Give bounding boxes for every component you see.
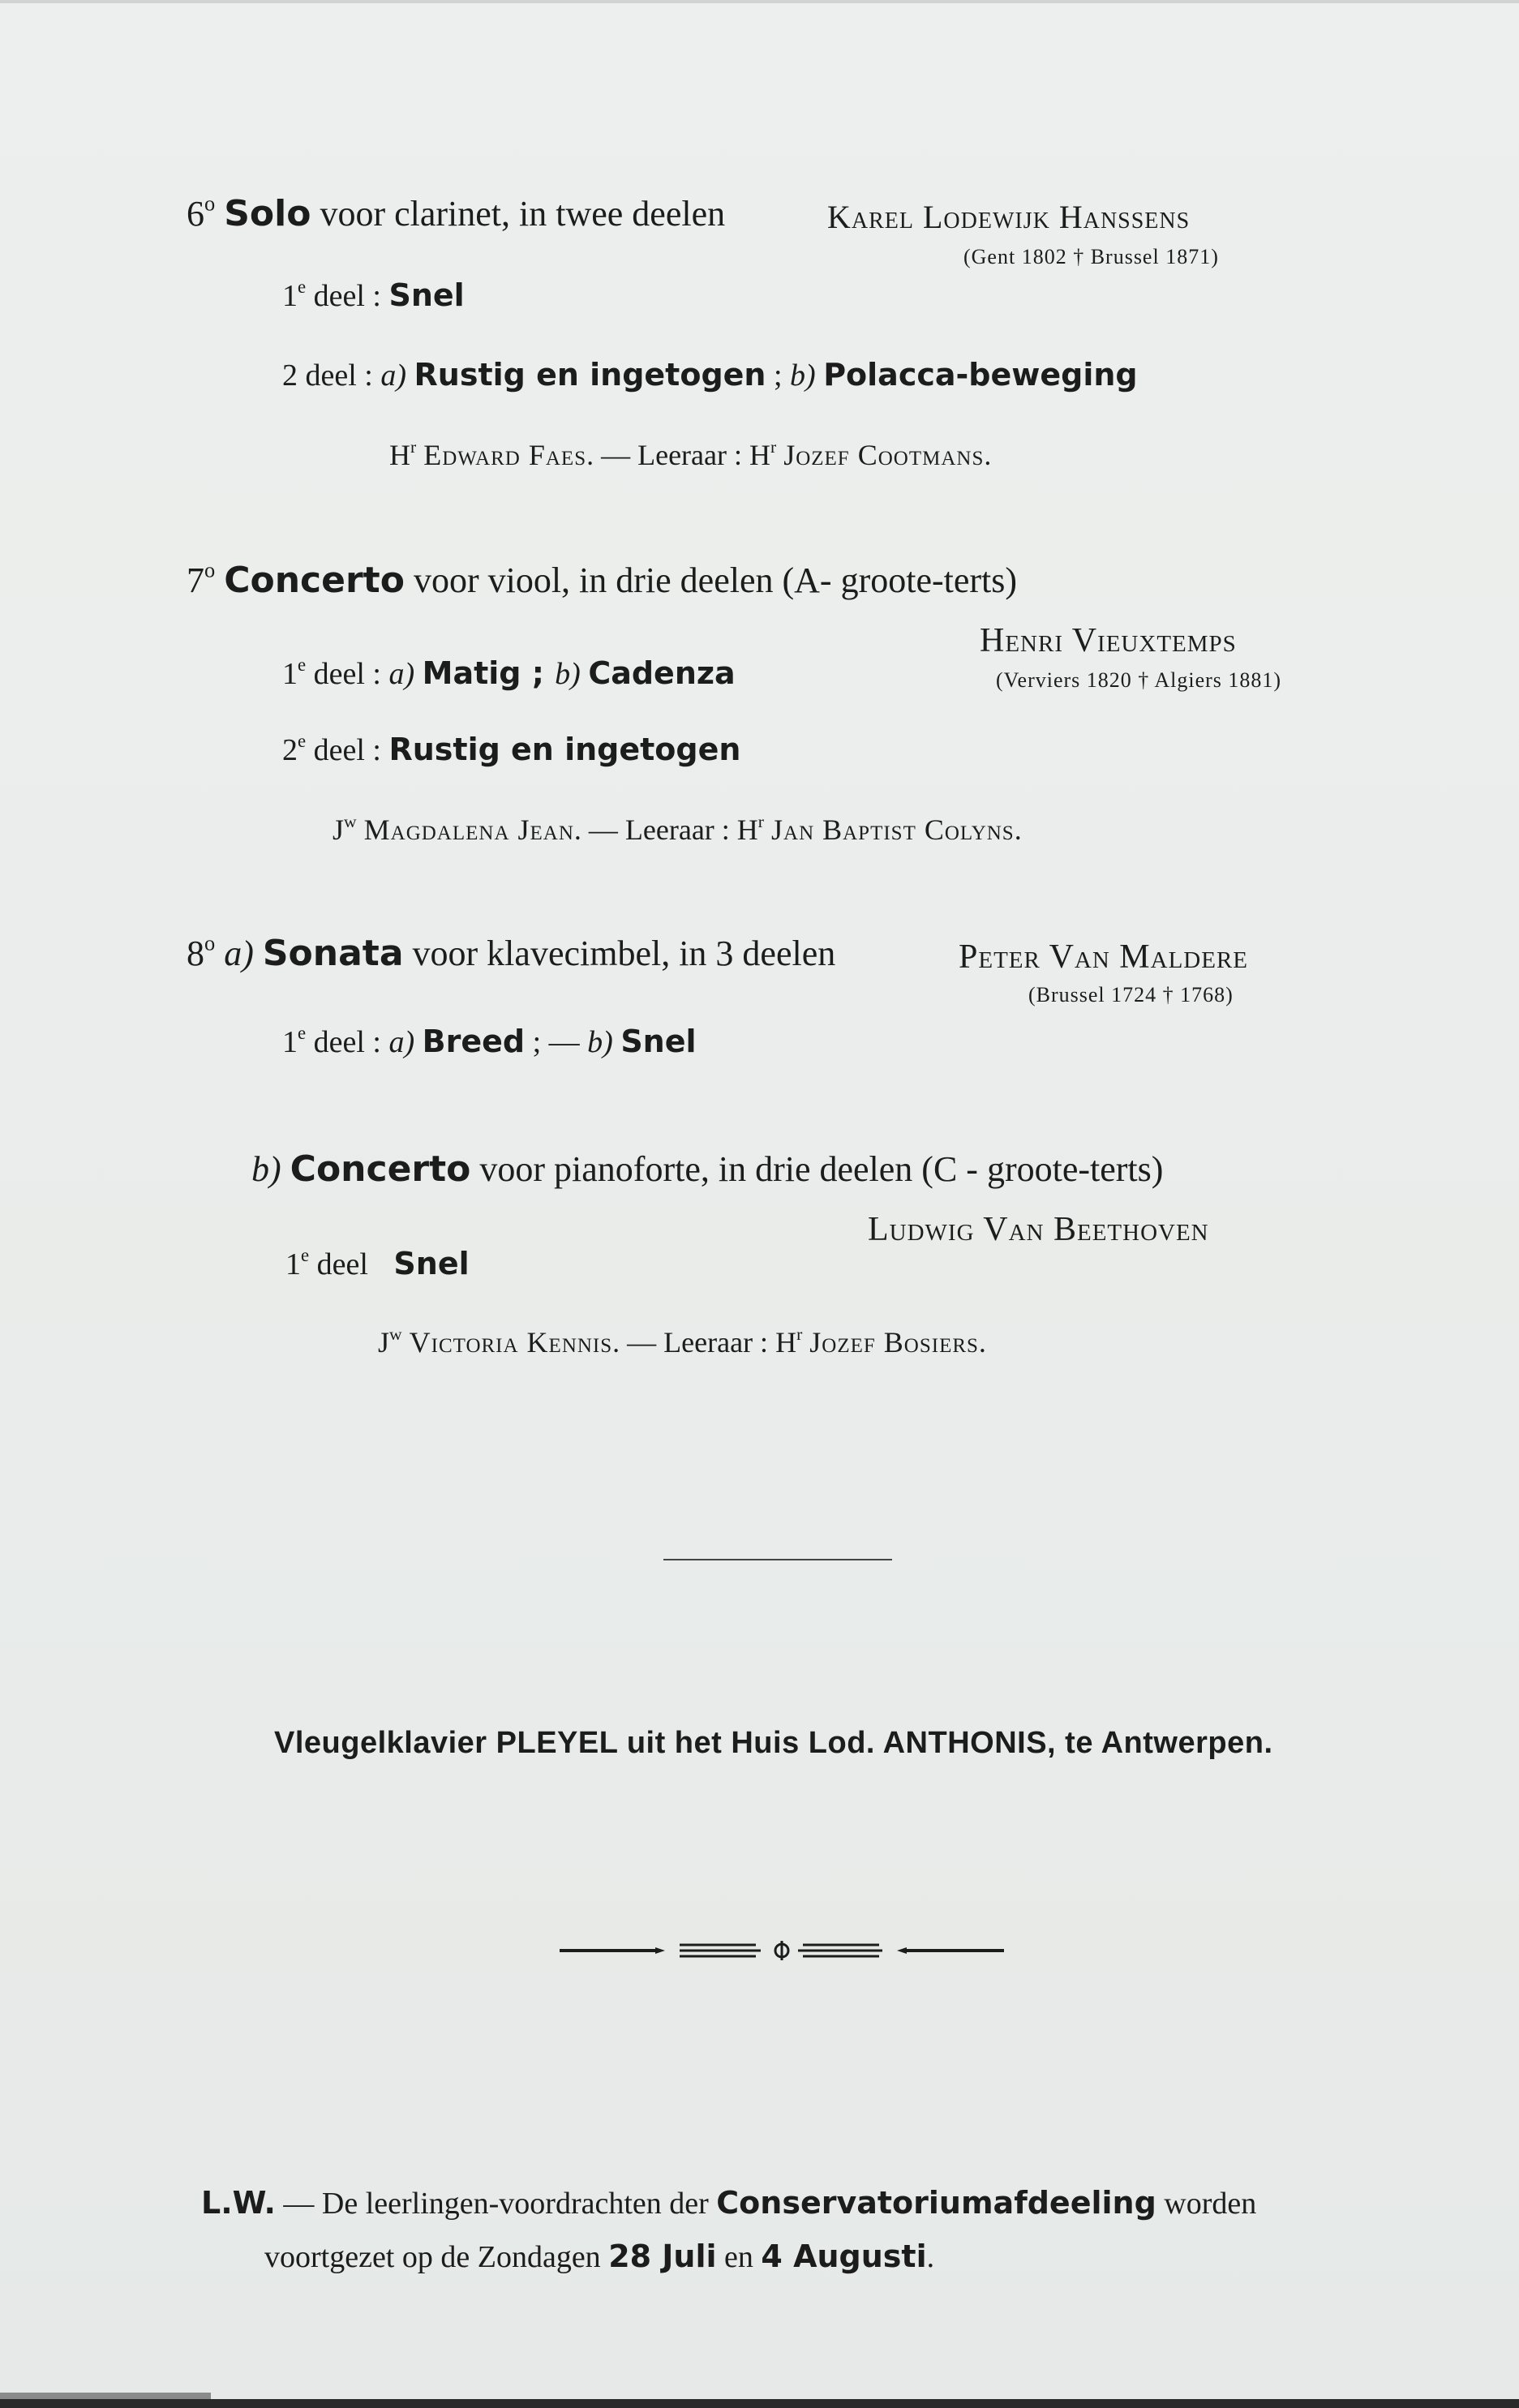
item-8b-composer: Ludwig Van Beethoven (868, 1211, 1209, 1248)
item-6-part-2: 2 deel : a) Rustig en ingetogen ; b) Polacca-beweging (282, 357, 1138, 393)
item-title: Concerto (290, 1148, 471, 1190)
item-8a-part-1: 1e deel : a) Breed ; — b) Snel (282, 1023, 697, 1059)
piano-note: Vleugelklavier PLEYEL uit het Huis Lod. ANTHONIS, te Antwerpen. (274, 1726, 1273, 1760)
item-description: voor clarinet, in twee deelen (320, 194, 726, 234)
page-bottom-edge (0, 2399, 1519, 2408)
item-8b-performer: $J^w$ Victoria Kennis. — Leeraar : $H^r$ Jozef Bosiers. (378, 1324, 986, 1359)
item-8a-composer-dates: (Brussel 1724 † 1768) (1028, 983, 1234, 1007)
item-7-composer-dates: (Verviers 1820 † Algiers 1881) (996, 668, 1282, 692)
item-7-part-1: 1e deel : a) Matig ; b) Cadenza (282, 655, 736, 691)
item-description: voor viool, in drie deelen (A- groote-terts) (413, 560, 1018, 600)
ornament-divider-icon (558, 1938, 1006, 1963)
item-7-composer: Henri Vieuxtemps (980, 622, 1237, 659)
item-description: voor pianoforte, in drie deelen (C - groote-terts) (479, 1149, 1164, 1189)
item-description: voor klavecimbel, in 3 deelen (412, 934, 836, 973)
page-top-edge (0, 0, 1519, 3)
item-6-composer: Karel Lodewijk Hanssens (827, 199, 1191, 235)
item-6-composer-dates: (Gent 1802 † Brussel 1871) (963, 245, 1219, 268)
section-divider (663, 1559, 892, 1560)
item-number: 6 (187, 194, 204, 234)
item-6-performer: $H^r$ Edward Faes. — Leeraar : $H^r$ Jozef Cootmans. (389, 436, 992, 471)
item-6-part-1: 1e deel : Snel (282, 277, 465, 313)
item-title: Solo (224, 193, 311, 234)
item-8a-composer: Peter Van Maldere (959, 938, 1249, 976)
item-8b-part-1: 1e deel Snel (285, 1245, 470, 1281)
item-title: Sonata (262, 933, 404, 974)
item-8a-heading: 8$^o$ a) Sonata voor klavecimbel, in 3 deelen (187, 930, 836, 974)
item-title: Concerto (224, 560, 405, 601)
page-bottom-shadow (0, 2393, 211, 2399)
item-6-heading: 6$^o$ Solo voor clarinet, in twee deelen (187, 191, 726, 234)
item-8b-heading: b) Concerto voor pianoforte, in drie deelen (C - groote-terts) (251, 1148, 1164, 1190)
footnote-line-1: L.W. — De leerlingen-voordrachten der Conservatoriumafdeeling worden (201, 2185, 1257, 2221)
item-number: 7 (187, 560, 204, 600)
item-7-performer: $J^w$ Magdalena Jean. — Leeraar : $H^r$ Jan Baptist Colyns. (333, 811, 1022, 846)
footnote-line-2: voortgezet op de Zondagen 28 Juli en 4 Augusti. (264, 2238, 935, 2274)
item-7-heading: 7$^o$ Concerto voor viool, in drie deelen (A- groote-terts) (187, 557, 1018, 601)
item-number: 8 (187, 934, 204, 973)
item-7-part-2: 2e deel : Rustig en ingetogen (282, 731, 741, 767)
